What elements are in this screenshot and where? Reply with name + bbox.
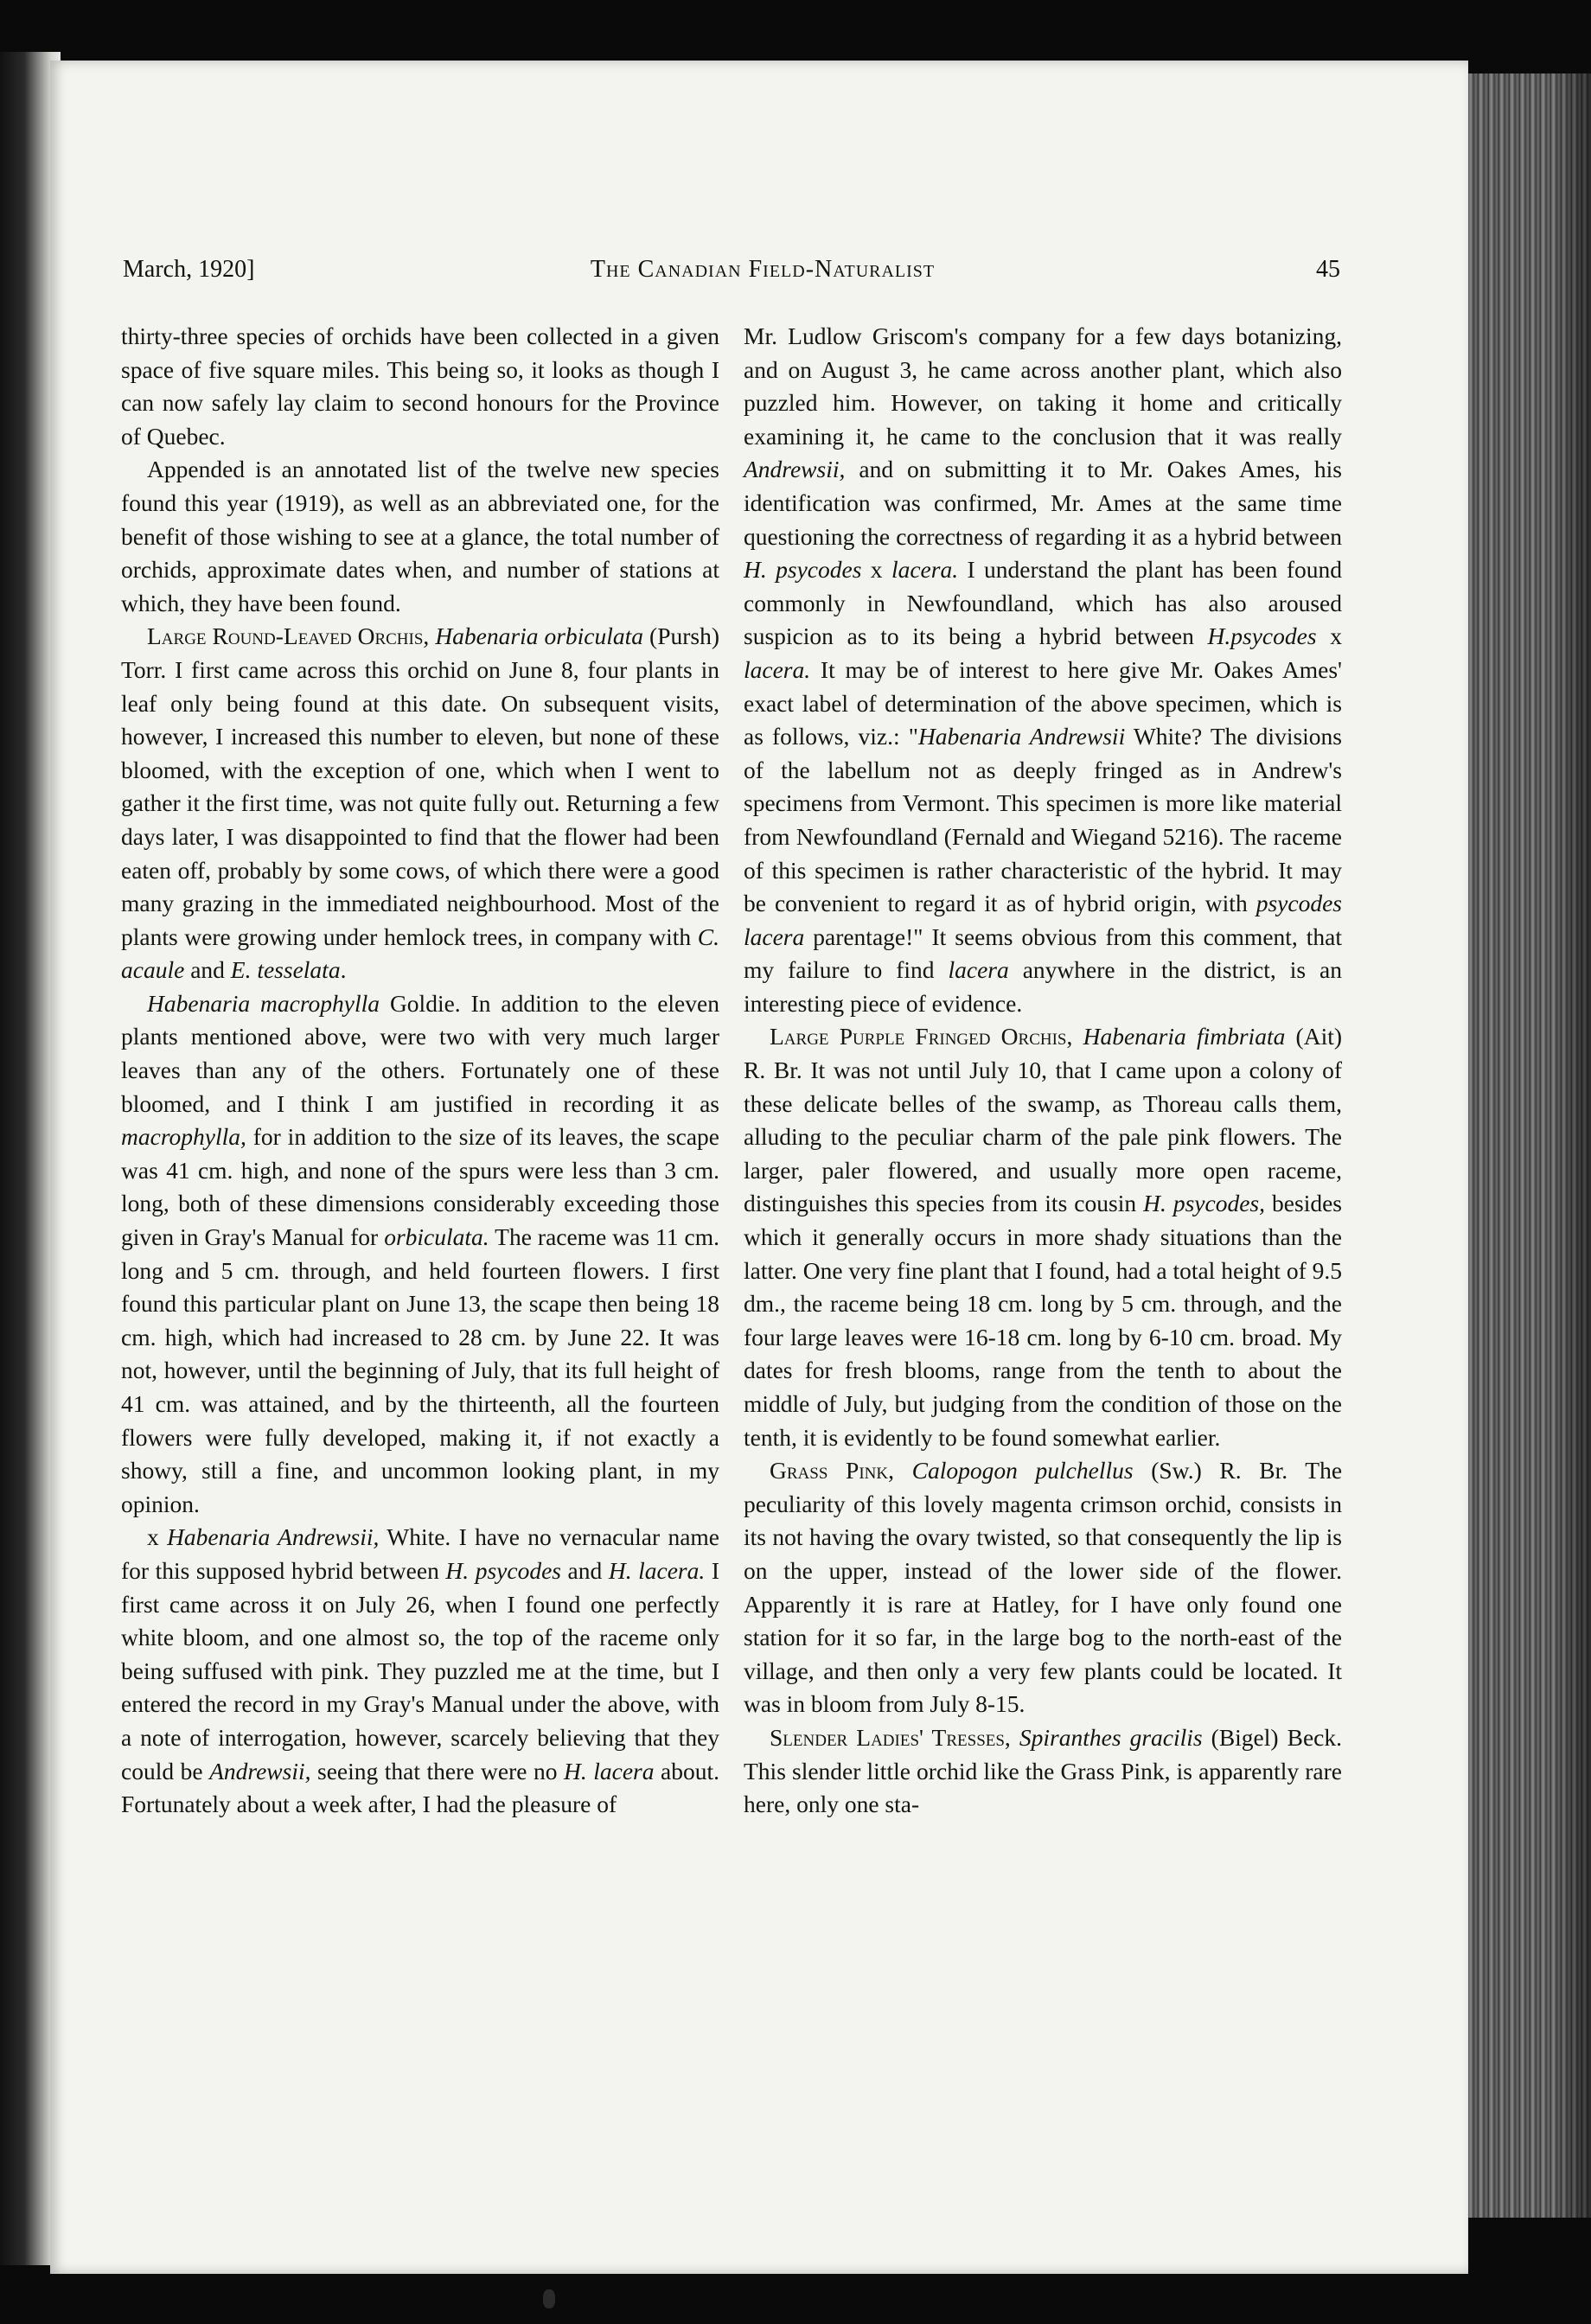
species-name: Habenaria orbiculata	[435, 622, 644, 650]
page-number: 45	[1316, 256, 1340, 283]
paragraph: thirty-three species of orchids have been collected in a given space of five square miles. This being so, it looks as though I can now safely lay claim to second honours for the Province of Quebec.	[121, 322, 719, 450]
page-stack-shadow	[1552, 73, 1591, 2218]
paragraph-slender-ladies-tresses: Slender Ladies' Tresses, Spiranthes gracilis (Bigel) Beck. This slender little orchid like the Grass Pink, is apparently rare here, only one sta-	[744, 1723, 1343, 1818]
paragraph: Appended is an annotated list of the twelve new species found this year (1919), as well as an abbreviated one, for the benefit of those wishing to see at a glance, the total number of orchids, approximate dates when, and number of stations at which, they have been found.	[121, 456, 719, 616]
species-name: Habenaria macrophylla	[147, 989, 380, 1017]
species-heading: Grass Pink,	[770, 1457, 894, 1484]
species-name: Habenaria Andrewsii,	[167, 1523, 380, 1551]
paragraph-andrewsii: x Habenaria Andrewsii, White. I have no vernacular name for this supposed hybrid between H. psycodes and H. lacera. I first came across it on July 26, when I found one perfectly white bloom, and one almost so, the top of the raceme only being suffused with pink. They puzzled me at the time, but I entered the record in my Gray's Manual under the above, with a note of interrogation, however, scarcely believing that they could be Andrewsii, seeing that there were no H. lacera about. Fortunately about a week after, I had the pleasure of	[121, 1523, 719, 1818]
species-heading: Large Purple Fringed Orchis,	[770, 1023, 1073, 1050]
running-head	[123, 256, 1340, 297]
species-heading: Slender Ladies' Tresses,	[770, 1723, 1011, 1751]
right-column	[744, 320, 1342, 1822]
journal-title: The Canadian Field-Naturalist	[590, 256, 936, 283]
paragraph-grass-pink: Grass Pink, Calopogon pulchellus (Sw.) R. Br. The peculiarity of this lovely magenta crimson orchid, consists in its not having the ovary twisted, so that consequently the lip is on the upper, instead of the lower side of the flower. Apparently it is rare at Hatley, for I have only found one station for it so far, in the large bog to the north-east of the village, and then only a very few plants could be located. It was in bloom from July 8-15.	[744, 1457, 1343, 1718]
scan-speck	[543, 2289, 555, 2308]
species-name: Spiranthes gracilis	[1019, 1723, 1203, 1751]
paragraph-round-leaved-orchis: Large Round-Leaved Orchis, Habenaria orbiculata (Pursh) Torr. I first came across this orchid on June 8, four plants in leaf only being found at this date. On subsequent visits, however, I increased this number to eleven, but none of these bloomed, with the exception of one, which when I went to gather it the first time, was not quite fully out. Returning a few days later, I was disappointed to find that the flower had been eaten off, probably by some cows, of which there were a good many grazing in the immediated neighbourhood. Most of the plants were growing under hemlock trees, in company with C. acaule and E. tesselata.	[121, 622, 720, 984]
paragraph-purple-fringed-orchis: Large Purple Fringed Orchis, Habenaria fimbriata (Ait) R. Br. It was not until July 10, that I came upon a colony of these delicate belles of the swamp, as Thoreau calls them, alluding to the peculiar charm of the pale pink flowers. The larger, paler flowered, and usually more open raceme, distinguishes this species from its cousin H. psycodes, besides which it generally occurs in more shady situations than the latter. One very fine plant that I found, had a total height of 9.5 dm., the raceme being 18 cm. long by 5 cm. through, and the four large leaves were 16-18 cm. long by 6-10 cm. broad. My dates for fresh blooms, range from the tenth to about the middle of July, but judging from the condition of those on the tenth, it is evidently to be found somewhat earlier.	[744, 1023, 1343, 1451]
species-heading: Large Round-Leaved Orchis,	[147, 622, 430, 650]
left-column	[121, 320, 719, 1822]
species-name: Habenaria fimbriata	[1083, 1023, 1286, 1050]
paragraph-macrophylla: Habenaria macrophylla Goldie. In addition to the eleven plants mentioned above, were two with very much larger leaves than any of the others. Fortunately one of these bloomed, and I think I am justified in recording it as macrophylla, for in addition to the size of its leaves, the scape was 41 cm. high, and none of the spurs were less than 3 cm. long, both of these dimensions considerably exceeding those given in Gray's Manual for orbiculata. The raceme was 11 cm. long and 5 cm. through, and held fourteen flowers. I first found this particular plant on June 13, the scape then being 18 cm. high, which had increased to 28 cm. by June 22. It was not, however, until the beginning of July, that its full height of 41 cm. was attained, and by the thirteenth, all the fourteen flowers were fully developed, making it, if not exactly a showy, still a fine, and uncommon looking plant, in my opinion.	[121, 989, 719, 1517]
paragraph-andrewsii-continued: Mr. Ludlow Griscom's company for a few days botanizing, and on August 3, he came across another plant, which also puzzled him. However, on taking it home and critically examining it, he came to the conclusion that it was really Andrewsii, and on submitting it to Mr. Oakes Ames, his identification was confirmed, Mr. Ames at the same time questioning the correctness of regarding it as a hybrid between H. psycodes x lacera. I understand the plant has been found commonly in Newfoundland, which has also aroused suspicion as to its being a hybrid between H.psycodes x lacera. It may be of interest to here give Mr. Oakes Ames' exact label of determination of the above specimen, which is as follows, viz.: "Habenaria Andrewsii White? The divisions of the labellum not as deeply fringed as in Andrew's specimens from Vermont. This specimen is more like material from Newfoundland (Fernald and Wiegand 5216). The raceme of this specimen is rather characteristic of the hybrid. It may be convenient to regard it as of hybrid origin, with psycodes lacera parentage!" It seems obvious from this comment, that my failure to find lacera anywhere in the district, is an interesting piece of evidence.	[744, 322, 1343, 1017]
species-name: Calopogon pulchellus	[911, 1457, 1134, 1484]
issue-date: March, 1920]	[123, 256, 255, 283]
